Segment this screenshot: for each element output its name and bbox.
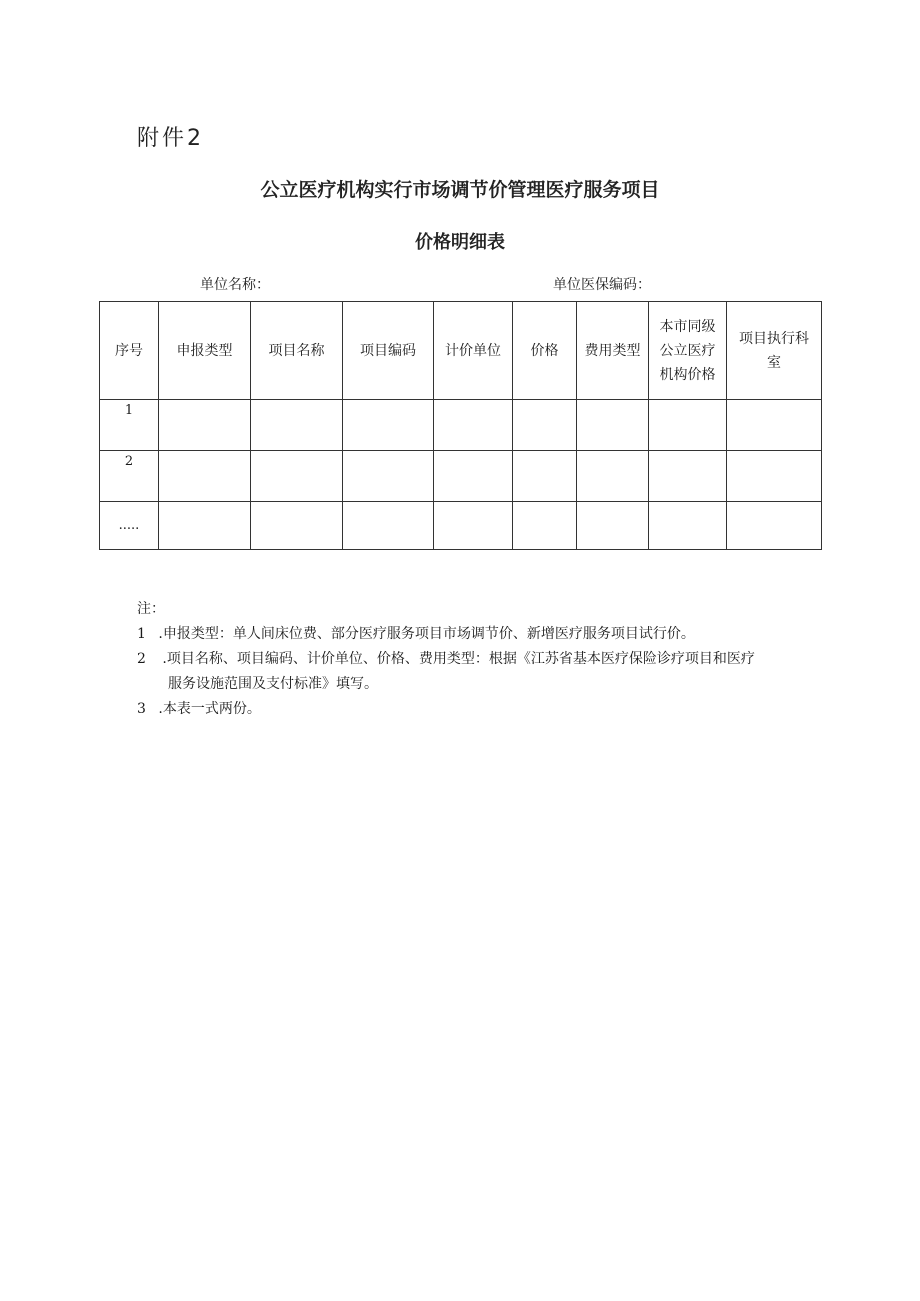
table-cell[interactable] bbox=[434, 451, 513, 502]
note-text: .项目名称、项目编码、计价单位、价格、费用类型：根据《江苏省基本医疗保险诊疗项目和医疗 bbox=[162, 651, 755, 667]
table-cell[interactable] bbox=[727, 451, 822, 502]
table-cell[interactable] bbox=[159, 400, 251, 451]
page-title: 公立医疗机构实行市场调节价管理医疗服务项目 bbox=[260, 179, 660, 201]
row-seq: 1 bbox=[100, 400, 159, 451]
note-number: 3 bbox=[137, 701, 146, 717]
note-number: 2 bbox=[137, 651, 146, 667]
table-cell[interactable] bbox=[513, 400, 577, 451]
table-cell[interactable] bbox=[577, 502, 649, 550]
note-item bbox=[137, 647, 755, 672]
note-text: .申报类型：单人间床位费、部分医疗服务项目市场调节价、新增医疗服务项目试行价。 bbox=[158, 626, 695, 642]
header-item-code: 项目编码 bbox=[343, 302, 434, 400]
table-cell[interactable] bbox=[159, 502, 251, 550]
table-row bbox=[100, 451, 822, 502]
table-cell[interactable] bbox=[251, 451, 343, 502]
table-cell[interactable] bbox=[343, 400, 434, 451]
note-item bbox=[137, 697, 755, 722]
note-text: .本表一式两份。 bbox=[158, 701, 261, 717]
table-cell[interactable] bbox=[649, 451, 727, 502]
header-pricing-unit: 计价单位 bbox=[434, 302, 513, 400]
table-cell[interactable] bbox=[434, 502, 513, 550]
unit-name-label: 单位名称： bbox=[200, 277, 270, 293]
notes-section bbox=[137, 597, 755, 722]
unit-code-label: 单位医保编码： bbox=[553, 277, 651, 293]
row-seq: ..... bbox=[100, 502, 159, 550]
header-declare-type: 申报类型 bbox=[159, 302, 251, 400]
note-number: 1 bbox=[137, 626, 146, 642]
header-peer-price: 本市同级公立医疗机构价格 bbox=[649, 302, 727, 400]
table-cell[interactable] bbox=[649, 400, 727, 451]
table-cell[interactable] bbox=[159, 451, 251, 502]
page-subtitle: 价格明细表 bbox=[415, 232, 505, 253]
table-cell[interactable] bbox=[727, 400, 822, 451]
table-cell[interactable] bbox=[251, 502, 343, 550]
header-fee-type: 费用类型 bbox=[577, 302, 649, 400]
row-seq: 2 bbox=[100, 451, 159, 502]
table-cell[interactable] bbox=[251, 400, 343, 451]
table-cell[interactable] bbox=[343, 502, 434, 550]
price-detail-table bbox=[99, 301, 822, 550]
table-cell[interactable] bbox=[513, 451, 577, 502]
table-header-row bbox=[100, 302, 822, 400]
table-cell[interactable] bbox=[343, 451, 434, 502]
table-cell[interactable] bbox=[513, 502, 577, 550]
header-department: 项目执行科室 bbox=[727, 302, 822, 400]
note-item bbox=[137, 622, 755, 647]
table-cell[interactable] bbox=[649, 502, 727, 550]
note-continuation: 服务设施范围及支付标准》填写。 bbox=[168, 676, 378, 692]
header-price: 价格 bbox=[513, 302, 577, 400]
notes-heading: 注： bbox=[137, 601, 165, 617]
table-cell[interactable] bbox=[577, 451, 649, 502]
header-item-name: 项目名称 bbox=[251, 302, 343, 400]
table-cell[interactable] bbox=[727, 502, 822, 550]
header-seq: 序号 bbox=[100, 302, 159, 400]
table-row bbox=[100, 400, 822, 451]
table-row bbox=[100, 502, 822, 550]
table-cell[interactable] bbox=[434, 400, 513, 451]
table-cell[interactable] bbox=[577, 400, 649, 451]
attachment-label: 附件2 bbox=[137, 126, 204, 151]
